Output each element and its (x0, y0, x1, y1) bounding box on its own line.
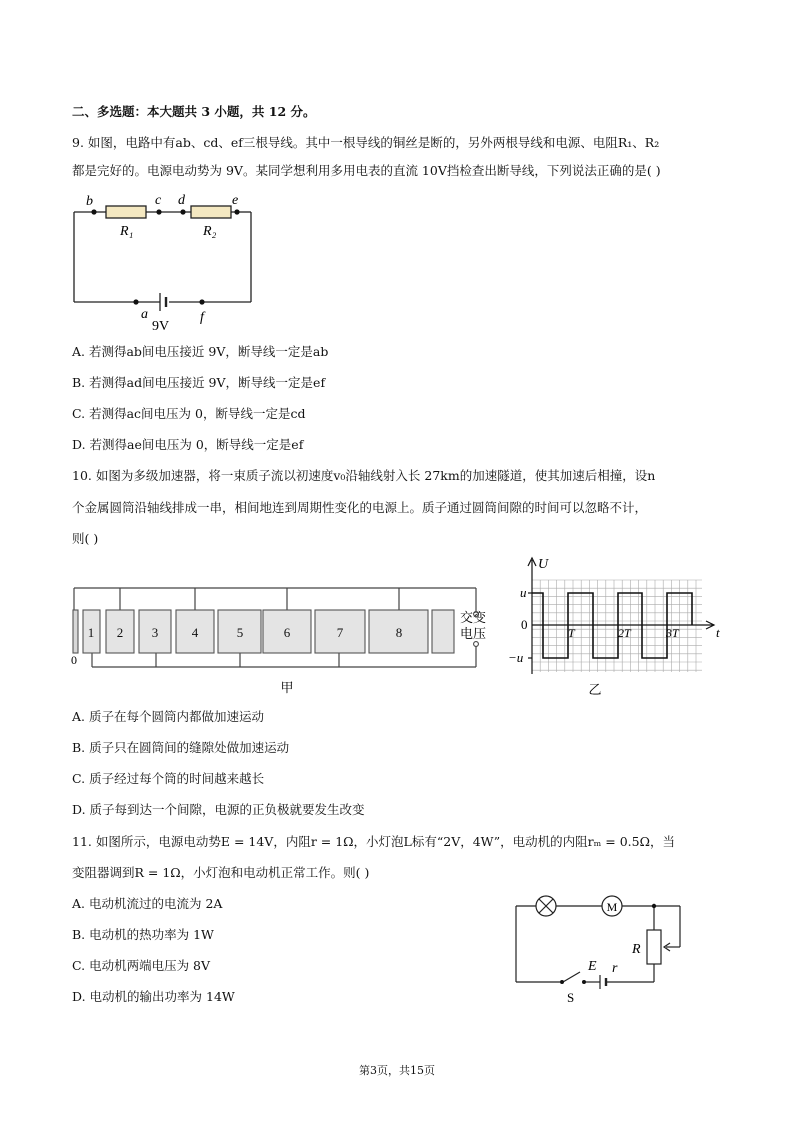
q9-label-R1: R₁ (120, 224, 134, 239)
tube-label-1: 1 (87, 625, 95, 640)
tube-label-7: 7 (336, 625, 344, 640)
graph-tick-3T: 3T (666, 626, 679, 640)
q11-label-r: r (612, 961, 618, 976)
q11-label-S: S (567, 990, 575, 1005)
q10-voltage-graph (502, 552, 738, 700)
graph-tick-0: 0 (521, 617, 528, 632)
tube-label-3: 3 (151, 625, 159, 640)
tube-label-2: 2 (116, 625, 124, 640)
tube-label-6: 6 (283, 625, 291, 640)
tube-label-4: 4 (191, 625, 199, 640)
q11-option-a: A. 电动机流过的电流为 2A (72, 896, 223, 911)
q10-stem-line2: 个金属圆筒沿轴线排成一串，相间地连到周期性变化的电源上。质子通过圆筒间隙的时间可以忽略不计， (72, 500, 648, 515)
q11-label-M: M (606, 900, 618, 914)
q9-label-c: c (155, 193, 162, 208)
section-title: 二、多选题：本大题共 3 小题，共 12 分。 (72, 104, 316, 119)
q9-label-f: f (200, 310, 204, 325)
q11-stem-line1: 11. 如图所示，电源电动势E = 14V，内阻r = 1Ω，小灯泡L标有“2V，4W”，电动机的内阻rₘ = 0.5Ω，当 (72, 834, 675, 849)
q10-zero-label: 0 (71, 653, 77, 667)
q10-accelerator-figure (66, 580, 496, 700)
q11-option-d: D. 电动机的输出功率为 14W (72, 989, 235, 1004)
graph-axis-t: t (716, 625, 720, 640)
graph-axis-U: U (538, 557, 549, 572)
q9-circuit-figure (66, 190, 266, 340)
q10-option-c: C. 质子经过每个筒的时间越来越长 (72, 771, 265, 786)
tube-label-5: 5 (236, 625, 244, 640)
q10-source-label-2: 电压 (460, 626, 487, 641)
q10-caption-jia: 甲 (280, 680, 294, 695)
q9-option-d: D. 若测得ae间电压为 0，断导线一定是ef (72, 437, 304, 452)
q10-caption-yi: 乙 (588, 682, 602, 697)
page-footer: 第3页，共15页 (359, 1064, 435, 1077)
q11-circuit-figure (508, 890, 696, 1008)
q9-option-a: A. 若测得ab间电压接近 9V，断导线一定是ab (72, 344, 329, 359)
q10-option-b: B. 质子只在圆筒间的缝隙处做加速运动 (72, 740, 290, 755)
q10-stem-line1: 10. 如图为多级加速器，将一束质子流以初速度v₀沿轴线射入长 27km的加速隧道，使其加速后相撞，设n (72, 468, 656, 483)
q11-option-b: B. 电动机的热功率为 1W (72, 927, 214, 942)
q9-option-c: C. 若测得ac间电压为 0，断导线一定是cd (72, 406, 306, 421)
q9-stem-line2: 都是完好的。电源电动势为 9V。某同学想利用多用电表的直流 10V挡检查出断导线，下列说法正确的是( ) (72, 163, 661, 178)
q9-stem-line1: 9. 如图，电路中有ab、cd、ef三根导线。其中一根导线的铜丝是断的，另外两根导线和电源、电阻R₁、R₂ (72, 135, 660, 150)
graph-tick-neg-u: −u (508, 650, 524, 665)
q10-option-d: D. 质子每到达一个间隙，电源的正负极就要发生改变 (72, 802, 365, 817)
q11-label-E: E (588, 959, 597, 974)
tube-label-8: 8 (395, 625, 403, 640)
q11-label-R: R (632, 942, 641, 957)
q9-label-R2: R₂ (203, 224, 217, 239)
q10-option-a: A. 质子在每个圆筒内都做加速运动 (72, 709, 264, 724)
q9-label-b: b (86, 194, 93, 209)
q9-label-d: d (178, 193, 185, 208)
q9-option-b: B. 若测得ad间电压接近 9V，断导线一定是ef (72, 375, 326, 390)
q11-stem-line2: 变阻器调到R = 1Ω，小灯泡和电动机正常工作。则( ) (72, 865, 370, 880)
graph-tick-T: T (568, 626, 575, 640)
graph-tick-2T: 2T (618, 626, 631, 640)
q10-stem-line3: 则( ) (72, 531, 99, 546)
graph-tick-u: u (520, 585, 527, 600)
q9-label-9V: 9V (152, 319, 170, 334)
q11-option-c: C. 电动机两端电压为 8V (72, 958, 211, 973)
q9-label-e: e (232, 193, 239, 208)
q9-label-a: a (141, 307, 148, 322)
q10-source-label-1: 交变 (460, 610, 487, 625)
